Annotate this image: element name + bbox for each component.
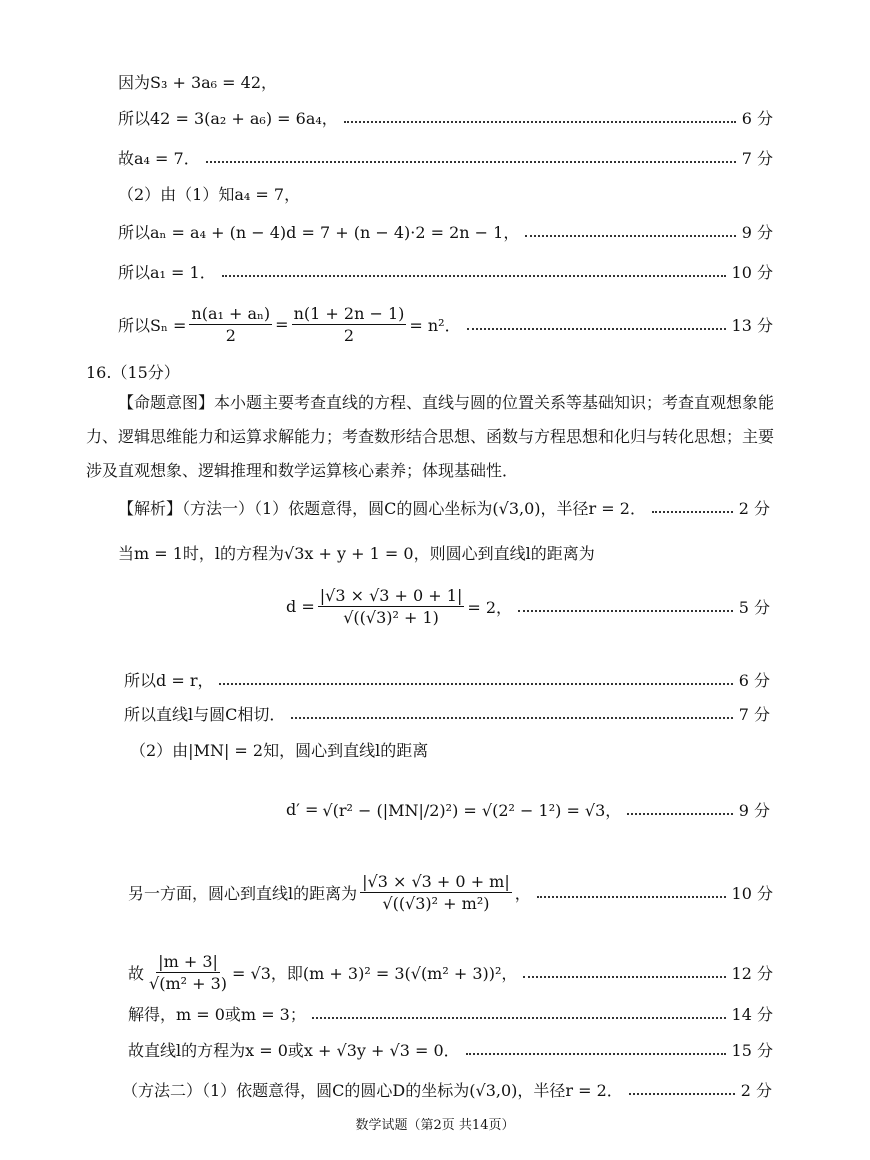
score-10b: 10 分 [731, 884, 773, 903]
method2-text: （方法二）（1）依题意得，圆C的圆心D的坐标为(√3,0)，半径r = 2． [122, 1081, 623, 1100]
line-an-text: 所以aₙ = a₄ + (n − 4)d = 7 + (n − 4)·2 = 2n − 1， [118, 223, 520, 242]
sol1-line [118, 496, 770, 519]
dot-leader [466, 1053, 726, 1055]
equation-line [128, 1038, 773, 1061]
frac-num: n(a₁ + aₙ) [191, 304, 271, 323]
question-16-title: 16.（15分） [86, 363, 180, 382]
dot-leader [652, 511, 733, 513]
dot-leader [222, 275, 726, 277]
line-42 [118, 106, 773, 129]
part2-intro: （2）由（1）知a₄ = 7， [118, 185, 301, 204]
dot-leader [206, 161, 736, 163]
dot-leader [312, 1017, 726, 1019]
tangent-text: 所以直线l与圆C相切． [124, 705, 286, 724]
line-s3: 因为S₃ + 3a₆ = 42， [118, 73, 278, 92]
score-12: 12 分 [731, 964, 773, 983]
frac-den: 2 [343, 326, 355, 345]
score-2: 2 分 [738, 499, 770, 518]
d-suffix: = 2， [467, 598, 513, 617]
score-14: 14 分 [731, 1005, 773, 1024]
frac-num: n(1 + 2n − 1) [293, 304, 405, 323]
frac-den: 2 [225, 326, 236, 345]
score-10: 10 分 [731, 263, 773, 282]
solve-text: 解得，m = 0或m = 3； [128, 1005, 306, 1024]
score-13: 13 分 [731, 316, 773, 335]
dot-leader [467, 328, 726, 330]
dp-prefix: d′ = [286, 800, 319, 819]
d-equals-r-line [124, 668, 770, 691]
dot-leader [344, 121, 736, 123]
frac-den: √((√3)² + m²) [382, 894, 490, 913]
frac-den: √((√3)² + 1) [343, 608, 439, 627]
sn-frac-2 [292, 304, 407, 345]
distance-d-line [286, 586, 770, 627]
sn-suffix: = n²． [409, 316, 461, 335]
dot-leader [629, 1093, 735, 1095]
d-prefix: d = [286, 597, 315, 616]
gu-prefix: 故 [128, 964, 145, 983]
dot-leader [219, 683, 732, 685]
score-15: 15 分 [731, 1041, 773, 1060]
dot-leader [291, 717, 732, 719]
other-frac [360, 872, 512, 913]
line-a1-text: 所以a₁ = 1． [118, 263, 216, 282]
line-a4 [118, 146, 773, 169]
dr-text: 所以d = r， [124, 671, 214, 690]
other-prefix: 另一方面，圆心到直线l的距离为 [128, 884, 358, 903]
line-a4-text: 故a₄ = 7． [118, 149, 200, 168]
frac-den: √(m² + 3) [149, 974, 228, 993]
intent-paragraph: 【命题意图】本小题主要考查直线的方程、直线与圆的位置关系等基础知识；考查直观想象能力、逻辑思维能力和运算求解能力；考查数形结合思想、函数与方程思想和化归与转化思想；主要涉及直观想象、逻辑推理和数学运算核心素养；体现基础性． [86, 393, 775, 480]
frac-num: |m + 3| [158, 952, 218, 971]
solve-line [128, 1002, 773, 1025]
other-side-line [128, 872, 773, 913]
line-an [118, 220, 773, 243]
gu-frac [147, 952, 229, 993]
other-suffix: ， [514, 884, 531, 903]
m1-line: 当m = 1时，l的方程为√3x + y + 1 = 0，则圆心到直线l的距离为 [118, 544, 595, 563]
page-footer: 数学试题（第2页 共14页） [355, 1118, 515, 1133]
score-9: 9 分 [741, 223, 773, 242]
gu-suffix: = √3，即(m + 3)² = 3(√(m² + 3))²， [232, 964, 518, 983]
sol1-text: 【解析】（方法一）（1）依题意得，圆C的圆心坐标为(√3,0)，半径r = 2． [118, 499, 646, 518]
score-9b: 9 分 [738, 801, 770, 820]
score-5: 5 分 [738, 598, 770, 617]
d-prime-line [286, 798, 770, 821]
frac-num: |√3 × √3 + 0 + 1| [319, 586, 463, 605]
gu-line [128, 952, 773, 993]
tangent-line [124, 702, 770, 725]
dot-leader [537, 896, 726, 898]
eq-text: 故直线l的方程为x = 0或x + √3y + √3 = 0． [128, 1041, 460, 1060]
dot-leader [627, 813, 732, 815]
d-frac [318, 586, 465, 627]
dot-leader [523, 976, 725, 978]
line-sn [118, 304, 773, 345]
sn-frac-1 [189, 304, 272, 345]
sn-prefix: 所以Sₙ = [118, 316, 187, 335]
line-42-text: 所以42 = 3(a₂ + a₆) = 6a₄， [118, 109, 338, 128]
score-6: 6 分 [741, 109, 773, 128]
score-7b: 7 分 [738, 705, 770, 724]
equals: = [275, 315, 289, 334]
method2-line [122, 1078, 772, 1101]
dot-leader [525, 235, 735, 237]
dp-expr: √(r² − (|MN|/2)²) = √(2² − 1²) = √3， [322, 801, 622, 820]
line-a1 [118, 260, 773, 283]
score-2b: 2 分 [740, 1081, 772, 1100]
part2-mn-line: （2）由|MN| = 2知，圆心到直线l的距离 [130, 741, 429, 760]
frac-num: |√3 × √3 + 0 + m| [362, 872, 510, 891]
score-7: 7 分 [741, 149, 773, 168]
dot-leader [518, 610, 733, 612]
score-6b: 6 分 [738, 671, 770, 690]
